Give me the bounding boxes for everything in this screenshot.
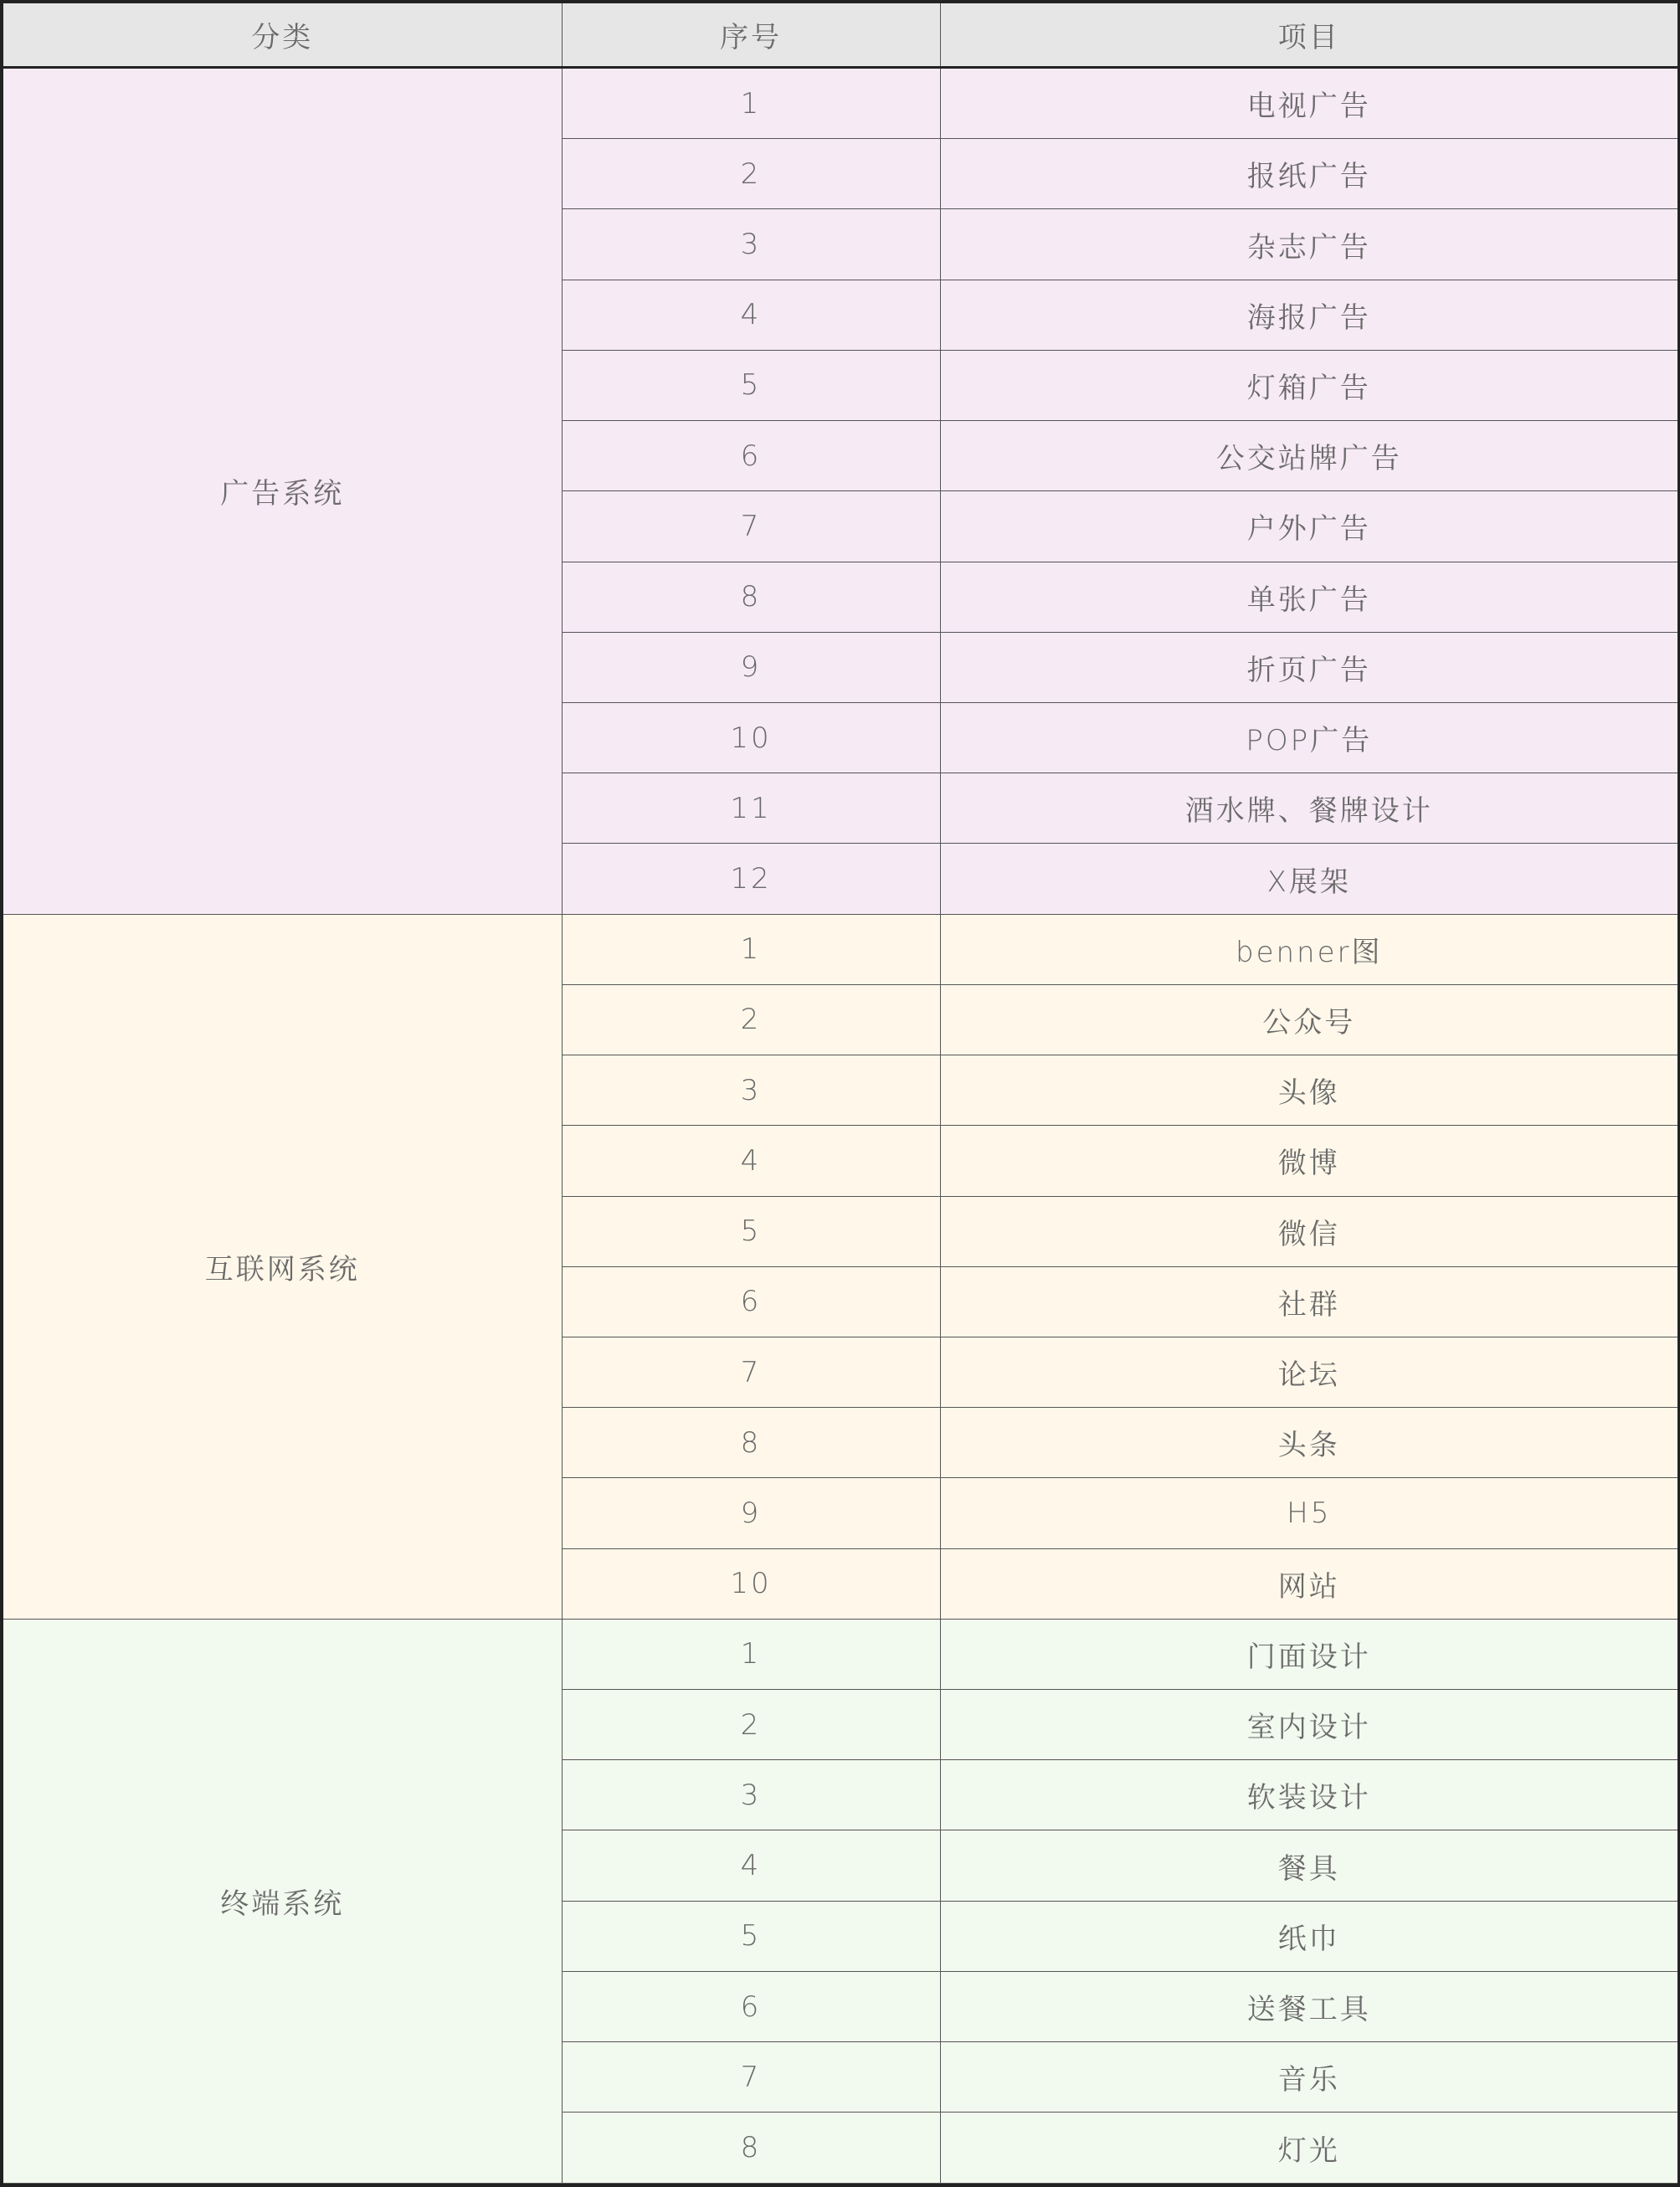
row-item-cell: 电视广告 xyxy=(940,68,1677,139)
row-index-cell: 1 xyxy=(562,1619,940,1689)
row-index-cell: 6 xyxy=(562,421,940,491)
row-index-cell: 6 xyxy=(562,1971,940,2041)
row-item-cell: 社群 xyxy=(940,1266,1677,1337)
row-index-cell: 11 xyxy=(562,773,940,844)
row-index-cell: 3 xyxy=(562,1055,940,1126)
row-item-cell: 杂志广告 xyxy=(940,209,1677,280)
row-item-cell: 酒水牌、餐牌设计 xyxy=(940,773,1677,844)
row-index-cell: 1 xyxy=(562,68,940,139)
row-item-cell: 网站 xyxy=(940,1548,1677,1619)
row-item-cell: 灯箱广告 xyxy=(940,350,1677,420)
row-index-cell: 9 xyxy=(562,1478,940,1548)
table-body xyxy=(3,68,1677,2184)
design-items-table xyxy=(3,3,1677,2184)
row-index-cell: 5 xyxy=(562,350,940,420)
table-header xyxy=(3,3,1677,68)
row-index-cell: 10 xyxy=(562,1548,940,1619)
row-index-cell: 12 xyxy=(562,844,940,914)
row-item-cell: 头像 xyxy=(940,1055,1677,1126)
row-item-cell: 报纸广告 xyxy=(940,139,1677,209)
row-item-cell: POP广告 xyxy=(940,702,1677,773)
row-item-cell: 音乐 xyxy=(940,2042,1677,2113)
row-item-cell: 微信 xyxy=(940,1196,1677,1266)
row-index-cell: 5 xyxy=(562,1901,940,1971)
table-row xyxy=(3,1619,1677,1689)
row-index-cell: 5 xyxy=(562,1196,940,1266)
row-item-cell: 海报广告 xyxy=(940,280,1677,350)
row-item-cell: 软装设计 xyxy=(940,1760,1677,1830)
row-index-cell: 2 xyxy=(562,984,940,1055)
row-index-cell: 7 xyxy=(562,2042,940,2113)
row-item-cell: benner图 xyxy=(940,914,1677,984)
row-index-cell: 6 xyxy=(562,1266,940,1337)
row-index-cell: 2 xyxy=(562,139,940,209)
header-index: 序号 xyxy=(562,3,940,68)
row-item-cell: 餐具 xyxy=(940,1830,1677,1901)
row-item-cell: 门面设计 xyxy=(940,1619,1677,1689)
row-item-cell: 送餐工具 xyxy=(940,1971,1677,2041)
row-item-cell: H5 xyxy=(940,1478,1677,1548)
row-item-cell: 折页广告 xyxy=(940,632,1677,702)
row-index-cell: 9 xyxy=(562,632,940,702)
header-row xyxy=(3,3,1677,68)
header-category: 分类 xyxy=(3,3,562,68)
row-item-cell: 微博 xyxy=(940,1126,1677,1196)
row-index-cell: 10 xyxy=(562,702,940,773)
row-index-cell: 8 xyxy=(562,2113,940,2184)
group-terminal-category-cell: 终端系统 xyxy=(3,1619,562,2183)
row-item-cell: 公众号 xyxy=(940,984,1677,1055)
row-index-cell: 2 xyxy=(562,1690,940,1760)
row-item-cell: 头条 xyxy=(940,1408,1677,1478)
group-internet-category-cell: 互联网系统 xyxy=(3,914,562,1619)
row-item-cell: 灯光 xyxy=(940,2113,1677,2184)
header-item: 项目 xyxy=(940,3,1677,68)
row-index-cell: 3 xyxy=(562,1760,940,1830)
row-item-cell: 单张广告 xyxy=(940,562,1677,632)
row-index-cell: 8 xyxy=(562,1408,940,1478)
row-index-cell: 1 xyxy=(562,914,940,984)
row-index-cell: 7 xyxy=(562,491,940,562)
row-index-cell: 3 xyxy=(562,209,940,280)
row-item-cell: 户外广告 xyxy=(940,491,1677,562)
group-advertising-category-cell: 广告系统 xyxy=(3,68,562,915)
row-item-cell: 纸巾 xyxy=(940,1901,1677,1971)
row-index-cell: 4 xyxy=(562,1830,940,1901)
table-row xyxy=(3,914,1677,984)
row-item-cell: 室内设计 xyxy=(940,1690,1677,1760)
row-index-cell: 4 xyxy=(562,280,940,350)
row-index-cell: 8 xyxy=(562,562,940,632)
row-index-cell: 4 xyxy=(562,1126,940,1196)
table-row xyxy=(3,68,1677,139)
row-item-cell: 公交站牌广告 xyxy=(940,421,1677,491)
row-item-cell: X展架 xyxy=(940,844,1677,914)
row-index-cell: 7 xyxy=(562,1337,940,1407)
row-item-cell: 论坛 xyxy=(940,1337,1677,1407)
